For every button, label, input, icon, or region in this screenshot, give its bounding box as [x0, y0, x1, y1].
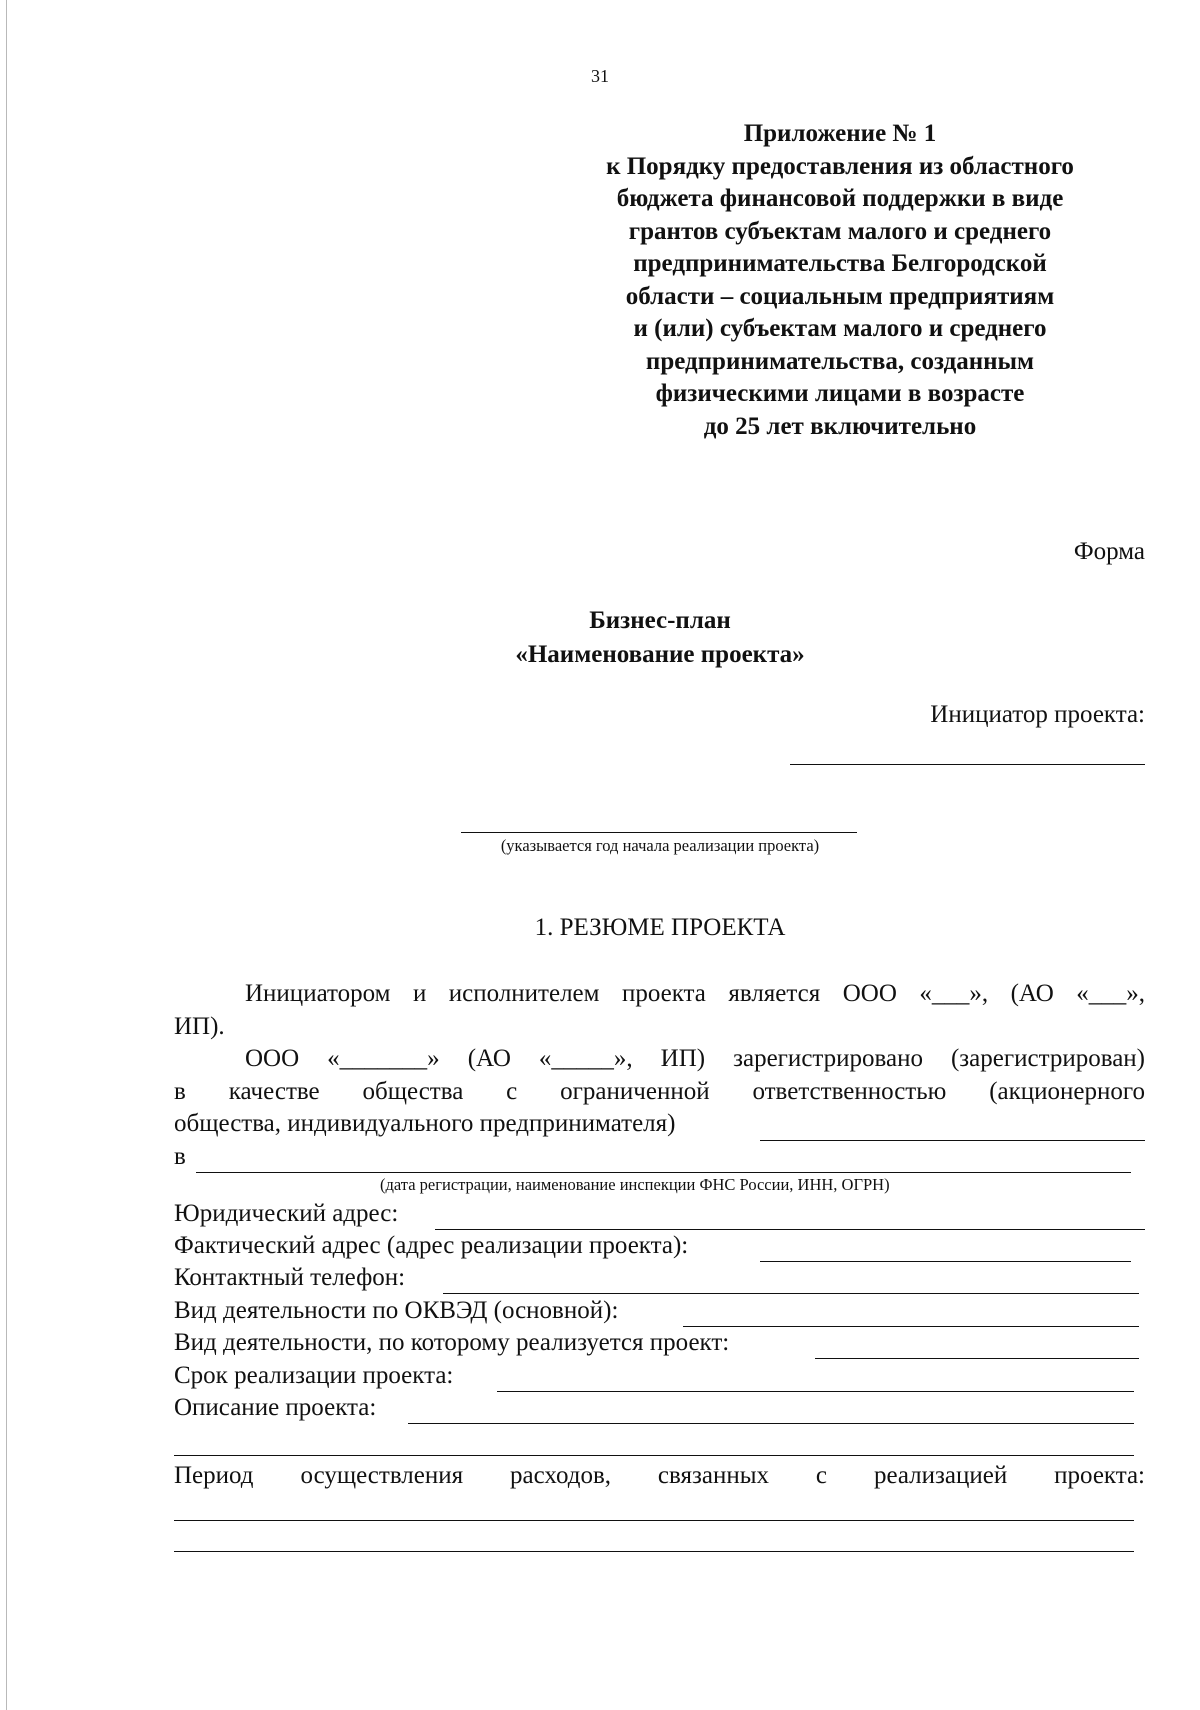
actual-address-label: Фактический адрес (адрес реализации проекта): — [174, 1232, 689, 1259]
appendix-line: предпринимательства, созданным — [645, 347, 1035, 375]
appendix-line: физическими лицами в возрасте — [655, 380, 1025, 407]
paragraph-line: общества, индивидуального предпринимателя) — [174, 1110, 676, 1137]
page-edge — [6, 0, 7, 1710]
registration-blank[interactable] — [196, 1172, 1131, 1173]
appendix-line: предпринимательства Белгородской — [633, 250, 1047, 277]
project-activity-label: Вид деятельности, по которому реализуется проект: — [174, 1329, 730, 1356]
legal-address-label: Юридический адрес: — [174, 1200, 399, 1227]
appendix-line: бюджета финансовой поддержки в виде — [616, 185, 1064, 212]
title-line: «Наименование проекта» — [515, 641, 805, 668]
section-title: 1. РЕЗЮМЕ ПРОЕКТА — [534, 914, 786, 941]
year-blank[interactable] — [461, 832, 857, 833]
paragraph-line: Инициатором и исполнителем проекта является ООО «___», (АО «___», — [245, 980, 1145, 1007]
entity-type-blank[interactable] — [760, 1140, 1145, 1141]
expenses-period-label: Период осуществления расходов, связанных с реализацией проекта: — [174, 1462, 1145, 1489]
project-description-label: Описание проекта: — [174, 1394, 377, 1421]
registration-hint: (дата регистрации, наименование инспекции ФНС России, ИНН, ОГРН) — [380, 1175, 890, 1194]
appendix-line: области – социальным предприятиям — [625, 282, 1055, 310]
title-line: Бизнес-план — [589, 607, 731, 634]
project-term-label: Срок реализации проекта: — [174, 1362, 454, 1389]
appendix-line: Приложение № 1 — [743, 120, 937, 147]
appendix-header — [540, 118, 1140, 443]
phone-label: Контактный телефон: — [174, 1264, 406, 1291]
phone-blank[interactable] — [443, 1293, 1139, 1294]
appendix-line: и (или) субъектам малого и среднего — [633, 315, 1047, 342]
paragraph-line: ООО «_______» (АО «_____», ИП) зарегистрировано (зарегистрирован) — [245, 1045, 1145, 1072]
paragraph-line: в качестве общества с ограниченной ответственностью (акционерного — [174, 1078, 1145, 1105]
okved-main-label: Вид деятельности по ОКВЭД (основной): — [174, 1297, 619, 1324]
appendix-line: грантов субъектам малого и среднего — [628, 217, 1052, 245]
year-hint: (указывается год начала реализации проекта) — [500, 836, 820, 855]
project-term-blank[interactable] — [497, 1391, 1134, 1392]
legal-address-blank[interactable] — [435, 1229, 1145, 1230]
document-title — [360, 604, 960, 672]
project-description-blank-2[interactable] — [174, 1455, 1134, 1456]
project-activity-blank[interactable] — [815, 1358, 1139, 1359]
initiator-blank[interactable] — [790, 764, 1145, 765]
okved-main-blank[interactable] — [683, 1326, 1139, 1327]
form-label: Форма — [1073, 538, 1145, 565]
appendix-line: до 25 лет включительно — [703, 412, 977, 440]
initiator-label: Инициатор проекта: — [930, 701, 1145, 728]
paragraph-line: ИП). — [174, 1013, 225, 1040]
actual-address-blank[interactable] — [760, 1261, 1131, 1262]
page-number: 31 — [591, 66, 609, 86]
paragraph-line: в — [174, 1143, 186, 1170]
expenses-period-blank-2[interactable] — [174, 1551, 1134, 1552]
project-description-blank[interactable] — [408, 1423, 1134, 1424]
appendix-line: к Порядку предоставления из областного — [606, 152, 1074, 180]
expenses-period-blank[interactable] — [174, 1520, 1134, 1521]
